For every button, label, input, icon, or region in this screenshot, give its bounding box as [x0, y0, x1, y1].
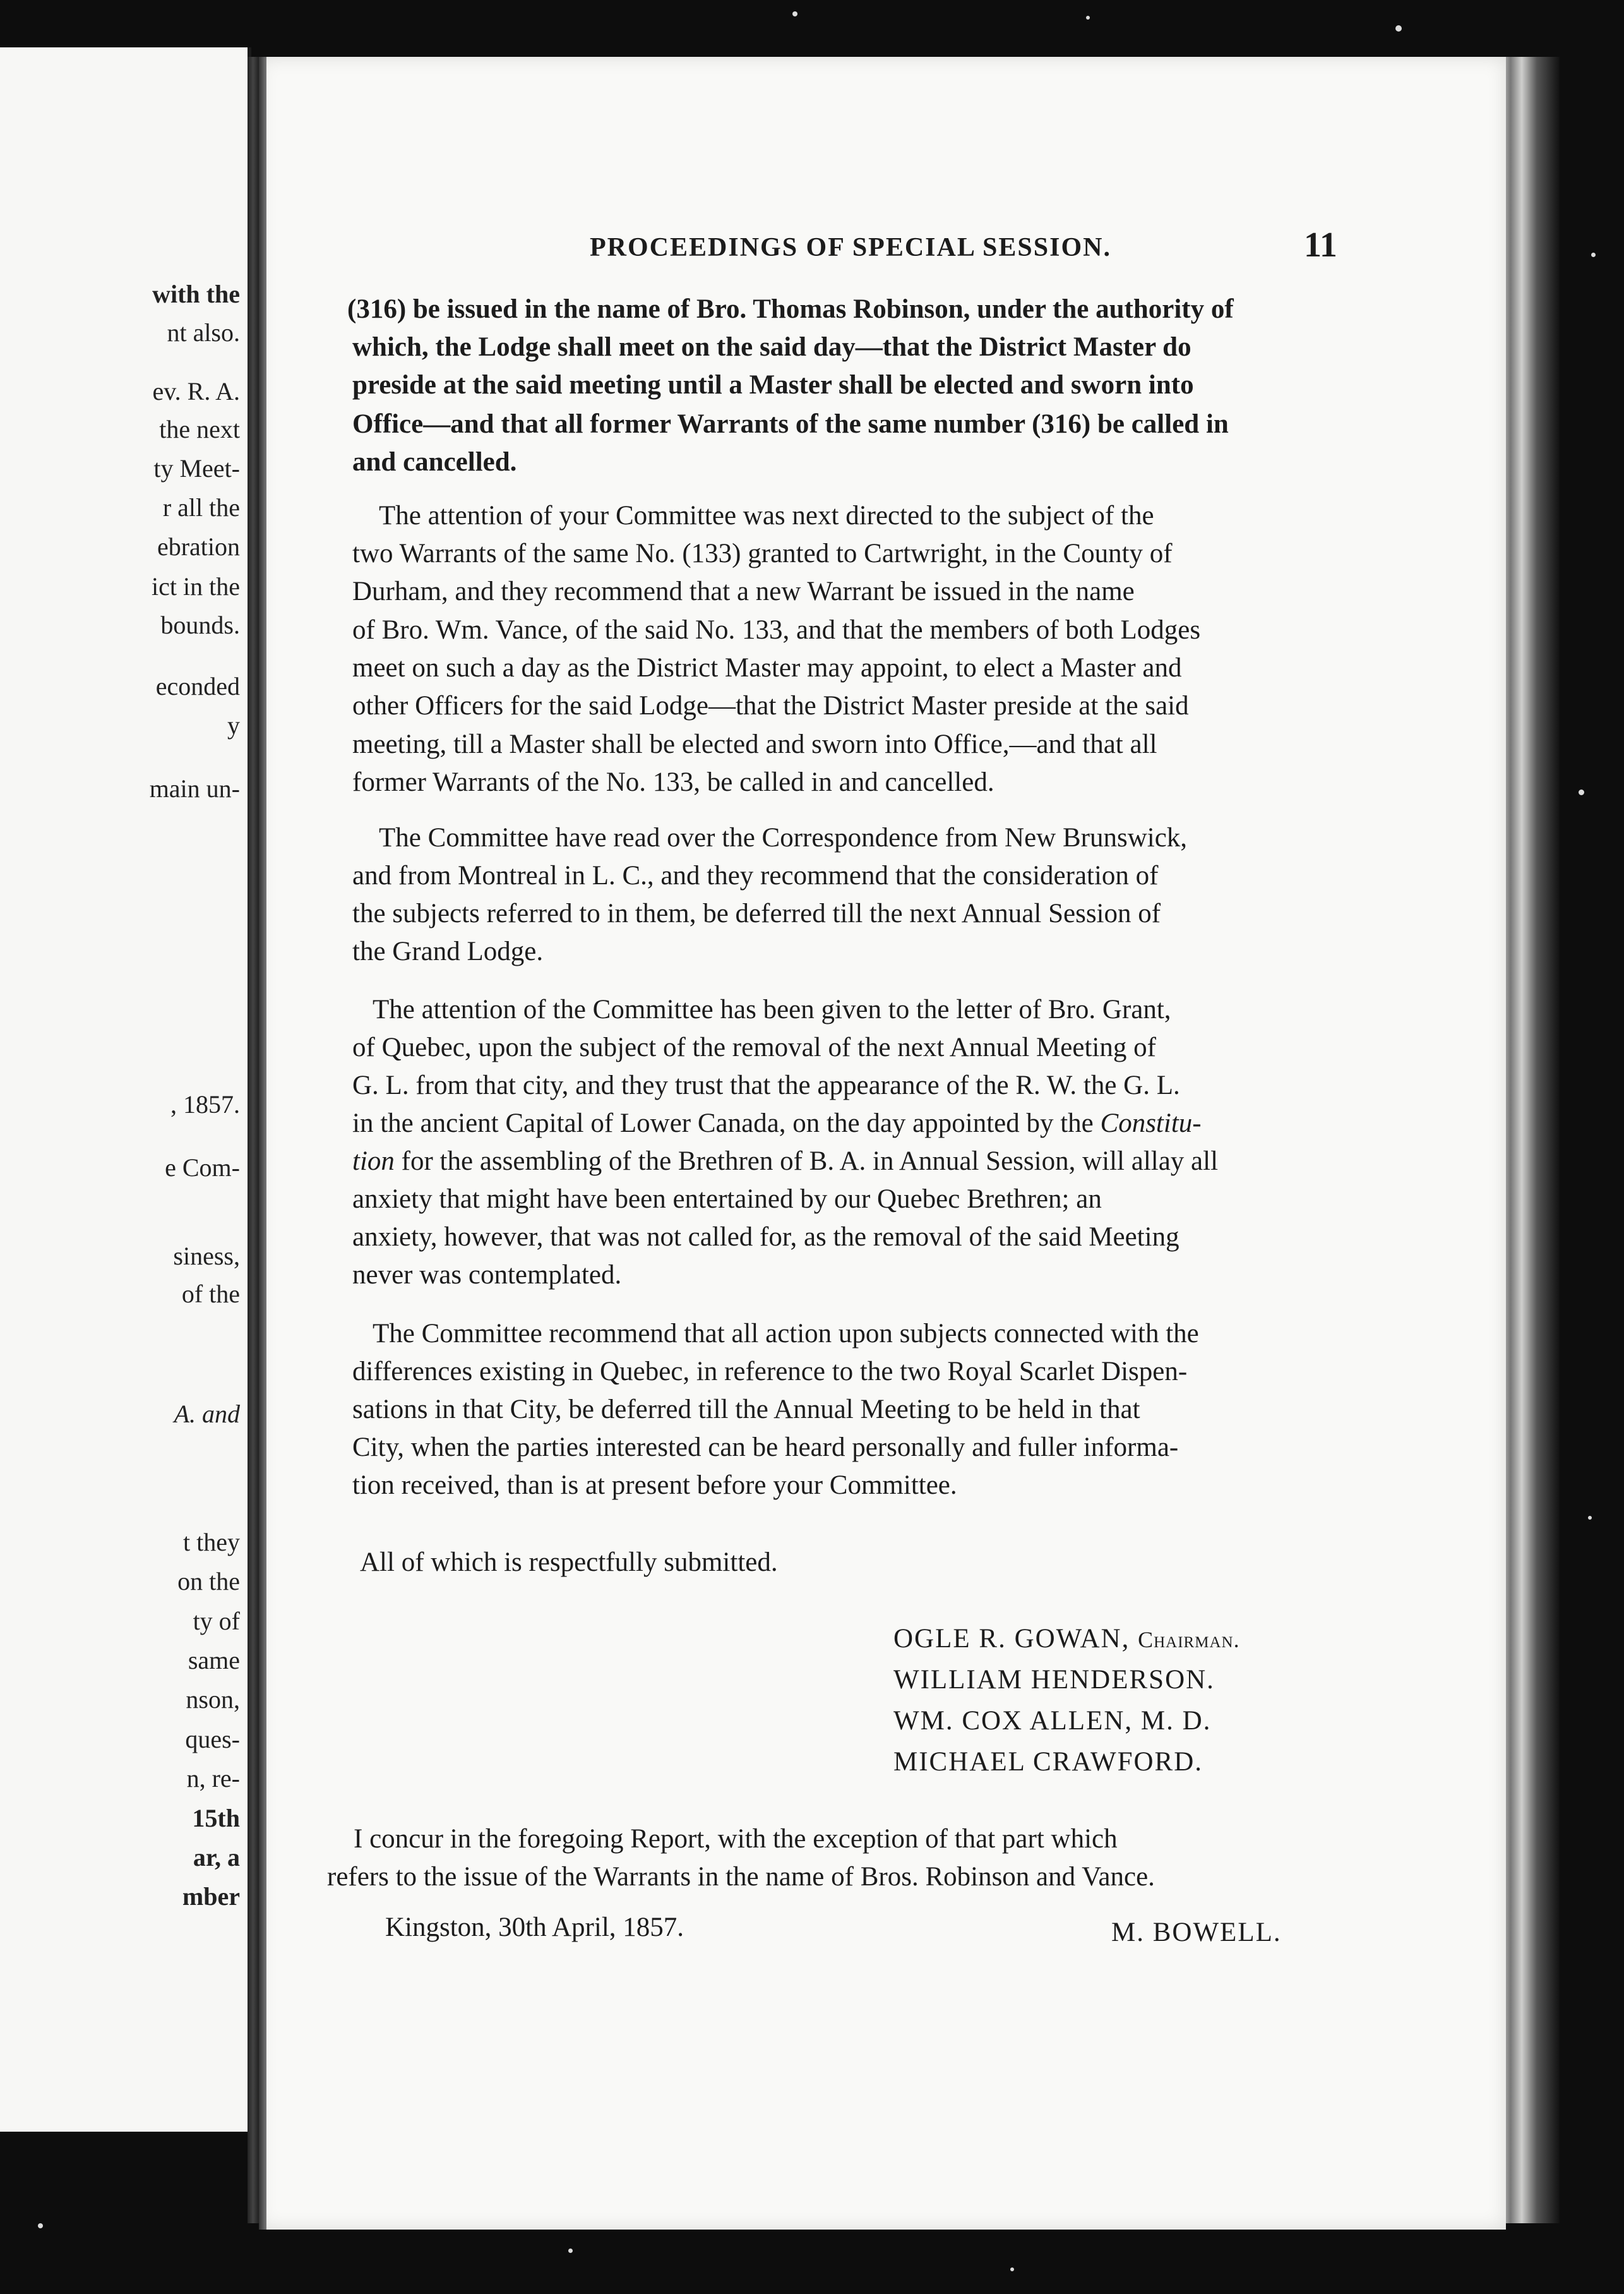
page-number: 11 [1304, 225, 1337, 265]
left-page-fragment: on the [177, 1567, 240, 1595]
text-line: preside at the said meeting until a Master shall be elected and sworn into [352, 370, 1194, 400]
previous-page-edge [0, 47, 251, 2132]
left-page-fragment: t they [183, 1528, 240, 1556]
italic-word: tion [352, 1146, 395, 1176]
left-page-fragment: y [227, 711, 240, 740]
text-line: The Committee recommend that all action upon subjects connected with the [373, 1319, 1199, 1348]
left-page-fragment: e Com- [165, 1153, 240, 1182]
text-line: of Bro. Wm. Vance, of the said No. 133, and that the members of both Lodges [352, 615, 1201, 645]
signatory-name: WM. COX ALLEN, M. D. [893, 1706, 1212, 1736]
speck [1395, 25, 1402, 32]
text-line: The attention of the Committee has been given to the letter of Bro. Grant, [373, 995, 1171, 1024]
left-page-fragment: mber [182, 1882, 240, 1911]
page-11 [259, 57, 1506, 2230]
text-line: refers to the issue of the Warrants in the name of Bros. Robinson and Vance. [327, 1862, 1155, 1892]
speck [1591, 253, 1596, 257]
text-line: (316) be issued in the name of Bro. Thomas Robinson, under the authority of [347, 294, 1234, 324]
text-line: and cancelled. [352, 447, 517, 477]
text-line [352, 1148, 1218, 1175]
left-page-fragment: ty Meet- [153, 454, 240, 483]
text-line: the subjects referred to in them, be deferred till the next Annual Session of [352, 899, 1161, 928]
text-line: sations in that City, be deferred till the Annual Meeting to be held in that [352, 1395, 1140, 1424]
page-left-edge [259, 57, 266, 2230]
text-line: and from Montreal in L. C., and they recommend that the consideration of [352, 861, 1159, 891]
text-line: G. L. from that city, and they trust that the appearance of the R. W. the G. L. [352, 1071, 1180, 1100]
signatory [893, 1664, 1215, 1695]
left-page-fragment: ar, a [193, 1843, 240, 1871]
text-line: meet on such a day as the District Master may appoint, to elect a Master and [352, 653, 1182, 683]
signatory-role: Chairman. [1138, 1627, 1240, 1652]
text-line: All of which is respectfully submitted. [360, 1547, 778, 1577]
left-page-fragment: nson, [186, 1685, 240, 1714]
text-line: other Officers for the said Lodge—that the District Master preside at the said [352, 691, 1189, 721]
left-page-fragment: ques- [185, 1725, 240, 1753]
text-line: the Grand Lodge. [352, 937, 544, 966]
left-page-fragment: of the [181, 1280, 240, 1308]
left-page-fragment: ebration [157, 532, 240, 561]
text-line: City, when the parties interested can be heard personally and fuller informa- [352, 1432, 1179, 1462]
running-head: PROCEEDINGS OF SPECIAL SESSION. [590, 233, 1111, 262]
text-line: tion received, than is at present before your Committee. [352, 1470, 957, 1500]
left-page-fragment: ict in the [152, 572, 240, 601]
left-page-fragment: r all the [162, 493, 240, 522]
text-line: which, the Lodge shall meet on the said day—that the District Master do [352, 332, 1191, 362]
text-line-part: for the assembling of the Brethren of B. A. in Annual Session, will allay all [401, 1146, 1219, 1176]
left-page-fragment: siness, [173, 1242, 240, 1270]
left-page-fragment: ty of [193, 1607, 240, 1635]
signatory [893, 1705, 1211, 1736]
left-page-fragment: ev. R. A. [152, 377, 240, 405]
left-page-fragment: A. and [174, 1400, 240, 1428]
left-page-fragment: main un- [149, 774, 240, 803]
place-date: Kingston, 30th April, 1857. [385, 1913, 684, 1942]
speck [568, 2249, 573, 2253]
text-line: two Warrants of the same No. (133) granted to Cartwright, in the County of [352, 539, 1173, 568]
left-page-fragment: , 1857. [170, 1090, 240, 1119]
speck [1588, 1516, 1592, 1520]
text-line: of Quebec, upon the subject of the removal of the next Annual Meeting of [352, 1033, 1156, 1062]
left-page-fragment: the next [159, 415, 240, 443]
speck [1579, 790, 1584, 795]
text-line [352, 1110, 1202, 1137]
text-line: The attention of your Committee was next directed to the subject of the [379, 501, 1154, 531]
text-line: I concur in the foregoing Report, with the exception of that part which [354, 1824, 1118, 1854]
left-page-fragment: with the [152, 280, 240, 308]
text-line: former Warrants of the No. 133, be called in and cancelled. [352, 767, 994, 797]
speck [792, 11, 797, 16]
speck [1086, 16, 1090, 20]
signatory-name: WILLIAM HENDERSON. [893, 1665, 1215, 1695]
text-line: never was contemplated. [352, 1260, 622, 1290]
signatory-name: OGLE R. GOWAN, [893, 1624, 1130, 1654]
text-line: Durham, and they recommend that a new Warrant be issued in the name [352, 577, 1135, 606]
signatory [893, 1623, 1240, 1654]
italic-word: Constitu- [1100, 1108, 1202, 1138]
speck [38, 2223, 43, 2228]
left-page-fragment: nt also. [167, 318, 240, 347]
left-page-fragment: econded [155, 672, 240, 700]
text-line: Office—and that all former Warrants of the same number (316) be called in [352, 409, 1229, 439]
text-line-part: in the ancient Capital of Lower Canada, on the day appointed by the [352, 1108, 1094, 1138]
left-page-fragment: same [188, 1646, 240, 1674]
signatory-name: MICHAEL CRAWFORD. [893, 1747, 1203, 1777]
left-page-fragment: n, re- [186, 1764, 240, 1793]
speck [1010, 2267, 1014, 2271]
text-line: anxiety that might have been entertained by our Quebec Brethren; an [352, 1184, 1102, 1214]
signatory [893, 1746, 1203, 1777]
left-page-fragment: bounds. [160, 611, 240, 639]
left-page-fragment: 15th [192, 1804, 240, 1832]
text-line: The Committee have read over the Correspondence from New Brunswick, [379, 823, 1188, 853]
text-line: differences existing in Quebec, in reference to the two Royal Scarlet Dispen- [352, 1357, 1188, 1386]
text-line: anxiety, however, that was not called for, as the removal of the said Meeting [352, 1222, 1179, 1252]
concurrence-signer: M. BOWELL. [1111, 1918, 1282, 1947]
text-line: meeting, till a Master shall be elected and sworn into Office,—and that all [352, 730, 1157, 759]
